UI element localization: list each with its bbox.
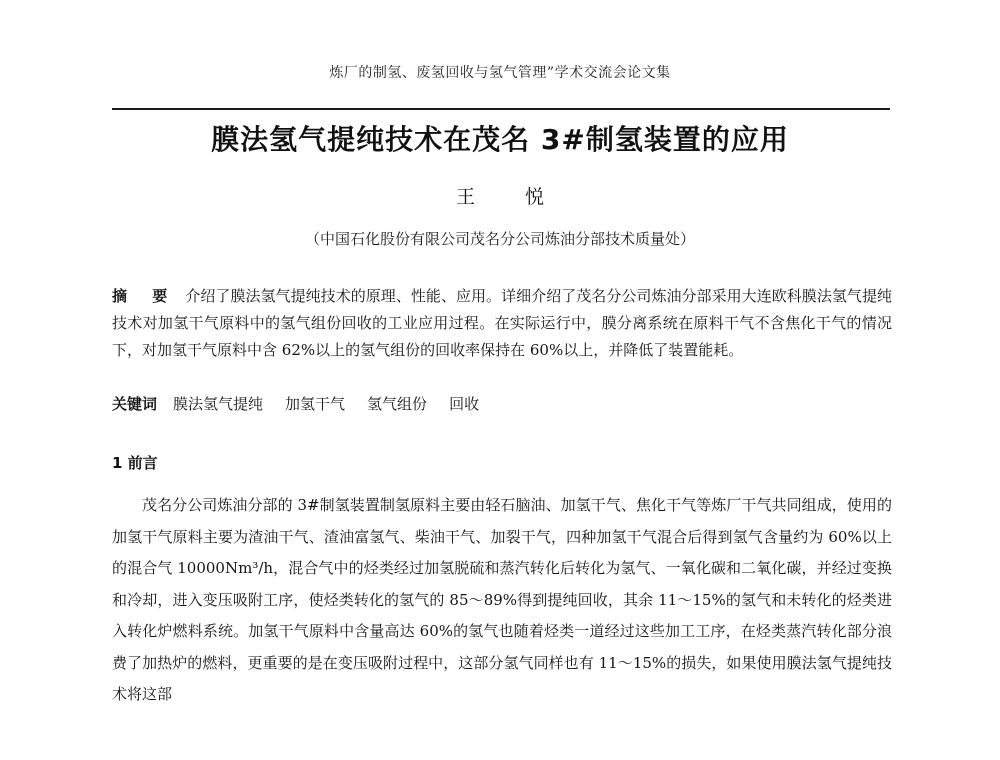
paper-title: 膜法氢气提纯技术在茂名 3#制氢装置的应用	[211, 123, 789, 156]
section-heading-introduction: 1 前言	[112, 454, 158, 472]
author-name: 王 悦	[455, 186, 567, 208]
keyword-item: 加氢干气	[285, 395, 346, 413]
keywords	[112, 391, 892, 418]
running-header: 炼厂的制氢、废氢回收与氢气管理”学术交流会论文集	[329, 65, 671, 81]
introduction-paragraph: 茂名分公司炼油分部的 3#制氢装置制氢原料主要由轻石脑油、加氢干气、焦化干气等炼厂干气共同组成，使用的加氢干气原料主要为渣油干气、渣油富氢气、柴油干气、加裂干气，四种加氢干气混合后得到氢气含量约为 60%以上的混合气 10000Nm³/h，混合气中的烃类经过加氢脱硫和蒸汽转化后转化为氢气、一氧化碳和二氧化碳，并经过变换和冷却，进入变压吸附工序，使烃类转化的氢气的 85～89%得到提纯回收，其余 11～15%的氢气和未转化的烃类进入转化炉燃料系统。加氢干气原料中含量高达 60%的氢气也随着烃类一道经过这些加工工序，在烃类蒸汽转化部分浪费了加热炉的燃料，更重要的是在变压吸附过程中，这部分氢气同样也有 11～15%的损失，如果使用膜法氢气提纯技术将这部	[112, 496, 892, 703]
header-rule	[112, 108, 890, 110]
abstract-text: 介绍了膜法氢气提纯技术的原理、性能、应用。详细介绍了茂名分公司炼油分部采用大连欧科膜法氢气提纯技术对加氢干气原料中的氢气组份回收的工业应用过程。在实际运行中，膜分离系统在原料干气不含焦化干气的情况下，对加氢干气原料中含 62%以上的氢气组份的回收率保持在 60%以上，并降低了装置能耗。	[112, 287, 892, 359]
keyword-item: 膜法氢气提纯	[173, 395, 264, 413]
keywords-label: 关键词	[112, 395, 158, 413]
keyword-item: 氢气组份	[367, 395, 428, 413]
keyword-item: 回收	[449, 395, 480, 413]
abstract-label: 摘 要	[112, 287, 178, 305]
abstract	[112, 283, 892, 364]
author-affiliation: （中国石化股份有限公司茂名分公司炼油分部技术质量处）	[304, 230, 695, 248]
